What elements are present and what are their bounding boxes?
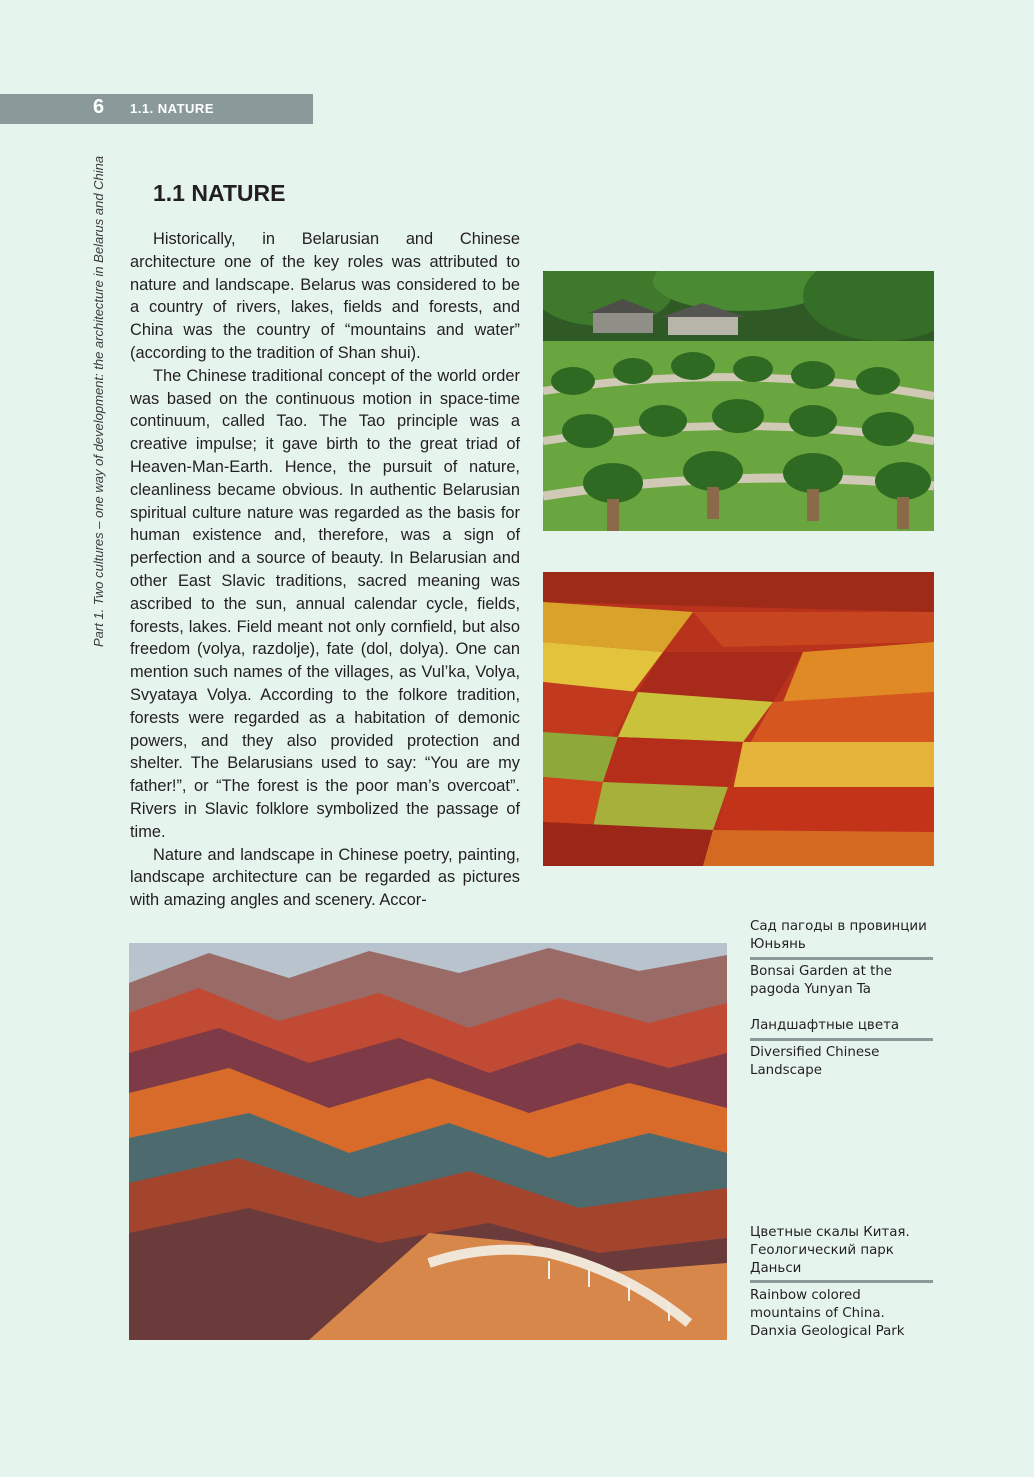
caption-landscape-ru: Ландшафтные цвета (750, 1018, 900, 1033)
paragraph-3: Nature and landscape in Chinese poetry, painting, landscape architecture can be regarded as pictures with amazing angles and scenery. Accor- (130, 845, 520, 910)
rainbow-mountains-photo (129, 943, 727, 1340)
running-head: 1.1. NATURE (130, 101, 214, 116)
colored-fields-photo (543, 572, 934, 866)
side-part-title: Part 1. Two cultures – one way of development: the architecture in Belarus and China (91, 155, 106, 647)
bonsai-garden-photo (543, 271, 934, 531)
caption-danxia-en: Rainbow colored mountains of China. Danxia Geological Park (750, 1288, 905, 1340)
paragraph-1: Historically, in Belarusian and Chinese architecture one of the key roles was attributed to nature and landscape. Belarus was considered to be a country of rivers, lakes, fields and forests, and China was the country of “mountains and water” (according to the tradition of Shan shui). (130, 230, 520, 362)
caption-bonsai-ru: Сад пагоды в провинции Юньянь (750, 919, 927, 953)
caption-danxia-ru: Цветные скалы Китая. Геологический парк Даньси (750, 1225, 910, 1277)
body-text (130, 228, 520, 912)
caption-landscape-en: Diversified Chinese Landscape (750, 1045, 880, 1079)
paragraph-2: The Chinese traditional concept of the world order was based on the continuous motion in space-time continuum, called Tao. The Tao principle was a creative impulse; it gave birth to the great triad of Heaven-Man-Earth. Hence, the pursuit of nature, cleanliness became obvious. In authentic Belarusian spiritual culture nature was regarded as the basis for human existence and, therefore, was a sign of perfection and a source of beauty. In Belarusian and other East Slavic traditions, sacred meaning was ascribed to the sun, annual calendar cycle, fields, forests, lakes. Field meant not only cornfield, but also freedom (volya, razdolje), fate (dol, dolya). One can mention such names of the villages, as Vul’ka, Volya, Svyataya Volya. According to the folkore tradition, forests were regarded as a habitation of demonic powers, and they also provided protection and shelter. The Belarusians used to say: “You are my father!”, or “The forest is the poor man’s overcoat”. Rivers in Slavic folklore symbolized the passage of time. (130, 366, 520, 841)
page-number: 6 (93, 96, 105, 118)
caption-divider (750, 957, 933, 960)
caption-divider (750, 1280, 933, 1283)
caption-divider (750, 1038, 933, 1041)
caption-bonsai-en: Bonsai Garden at the pagoda Yunyan Ta (750, 964, 893, 998)
section-title: 1.1 NATURE (153, 180, 286, 206)
